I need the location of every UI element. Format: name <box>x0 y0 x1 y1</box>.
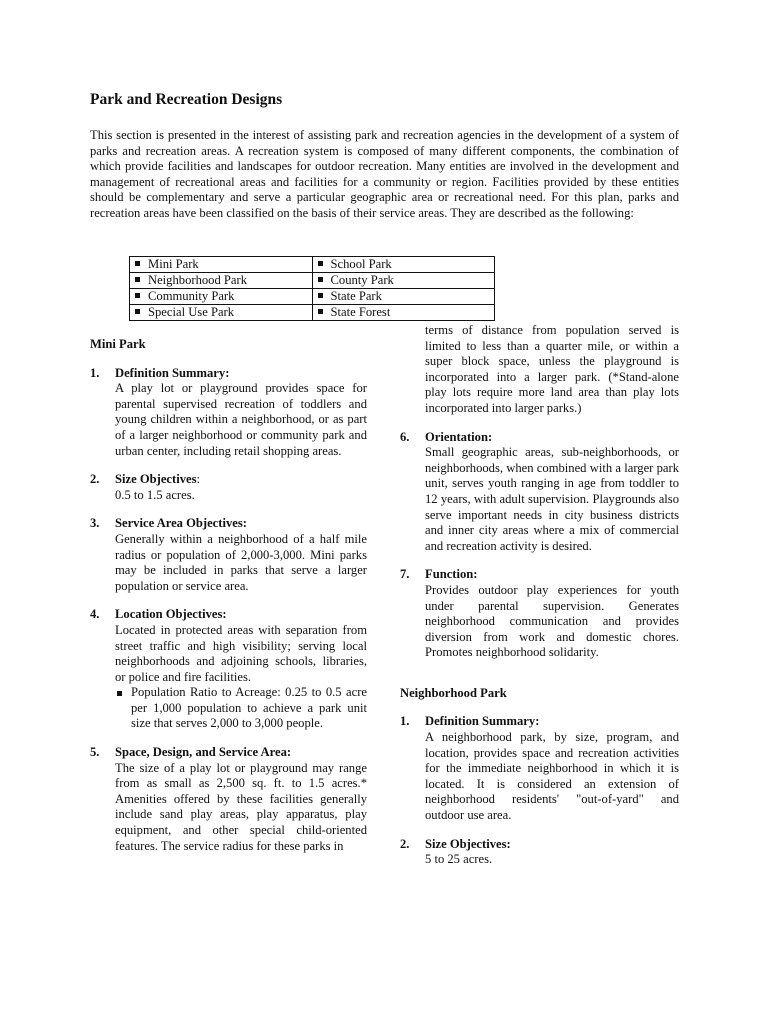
mini-park-item-2: 2. Size Objectives: 0.5 to 1.5 acres. <box>90 472 200 502</box>
neighborhood-park-item-1: 1. Definition Summary: A neighborhood park, by size, program, and location, provides space and recreation activities for the immediate neighborhood in which it is located. It is considered an extension of neighborhood residents' "out-of-yard" and outdoor use area. <box>400 714 679 823</box>
table-cell: State Forest <box>312 305 495 321</box>
table-row <box>130 305 495 321</box>
square-bullet-icon <box>117 691 122 696</box>
mini-park-item-1: 1. Definition Summary: A play lot or playground provides space for parental supervised recreation of toddlers and young children within a neighborhood, or as part of a larger neighborhood or community park and urban center, including retail shopping areas. <box>90 365 367 458</box>
page-title: Park and Recreation Designs <box>90 91 283 108</box>
mini-park-item-5-continuation: terms of distance from population served is limited to less than a quarter mile, or within a super block space, unless the playground is incorporated into a larger park. (*Stand-alone play lots require more land area than play lots incorporated into larger parks.) <box>425 323 679 415</box>
square-bullet-icon <box>318 309 323 314</box>
intro-paragraph: This section is presented in the interest of assisting park and recreation agencies in the development of a system of parks and recreation areas. A recreation system is composed of many different components, the combination of which provide facilities and landscapes for outdoor recreation. Many entities are involved in the development and management of recreational areas and facilities for a community or region. Facilities provided by these entities should be complementary and serve a particular geographic area or recreational need. For this plan, parks and recreation areas have been classified on the basis of their service areas. They are described as the following: <box>90 128 679 220</box>
square-bullet-icon <box>318 293 323 298</box>
mini-park-item-3: 3. Service Area Objectives: Generally within a neighborhood of a half mile radius or population of 2,000-3,000. Mini parks may be included in parks that serve a larger population or service area. <box>90 516 367 593</box>
left-column <box>90 337 367 867</box>
mini-park-item-4: 4. Location Objectives: Located in protected areas with separation from street traffic and high visibility; serving local neighborhoods and adjoining schools, libraries, or police and fire facilities. Population Ratio to Acreage: 0.25 to 0.5 acre per 1,000 population to achieve a park unit size that serves 2,000 to 3,000 people. <box>90 607 367 731</box>
table-cell: Neighborhood Park <box>130 273 313 289</box>
table-row <box>130 273 495 289</box>
square-bullet-icon <box>135 309 140 314</box>
table-row <box>130 289 495 305</box>
square-bullet-icon <box>318 277 323 282</box>
table-cell: State Park <box>312 289 495 305</box>
mini-park-item-7: 7. Function: Provides outdoor play experiences for youth under parental supervision. Generates neighborhood communication and provides diversion from work and domestic chores. Promotes neighborhood solidarity. <box>400 567 679 660</box>
section-heading-neighborhood-park: Neighborhood Park <box>400 685 507 700</box>
park-classification-table <box>129 256 495 321</box>
square-bullet-icon <box>135 293 140 298</box>
section-heading-mini-park: Mini Park <box>90 337 146 351</box>
mini-park-item-6: 6. Orientation: Small geographic areas, sub-neighborhoods, or neighborhoods, when combined with a larger park unit, serves youth ranging in age from toddler to 12 years, with adult supervision. Playgrounds also serve important needs in city business districts and inner city areas where a mix of commercial and recreation activity is desired. <box>400 429 679 553</box>
table-cell: School Park <box>312 257 495 273</box>
table-row <box>130 257 495 273</box>
population-ratio-bullet: Population Ratio to Acreage: 0.25 to 0.5 acre per 1,000 population to achieve a park unit size that serves 2,000 to 3,000 people. <box>115 685 367 732</box>
table-cell: Community Park <box>130 289 313 305</box>
square-bullet-icon <box>135 277 140 282</box>
mini-park-item-5: 5. Space, Design, and Service Area: The size of a play lot or playground may range from as small as 2,500 sq. ft. to 1.5 acres.* Amenities offered by these facilities generally include sand play areas, play apparatus, play equipment, and other special child-oriented features. The service radius for these parks in <box>90 745 367 853</box>
square-bullet-icon <box>318 261 323 266</box>
table-cell: Mini Park <box>130 257 313 273</box>
square-bullet-icon <box>135 261 140 266</box>
table-cell: Special Use Park <box>130 305 313 321</box>
neighborhood-park-item-2: 2. Size Objectives: 5 to 25 acres. <box>400 836 511 867</box>
table-cell: County Park <box>312 273 495 289</box>
right-column <box>400 323 679 881</box>
